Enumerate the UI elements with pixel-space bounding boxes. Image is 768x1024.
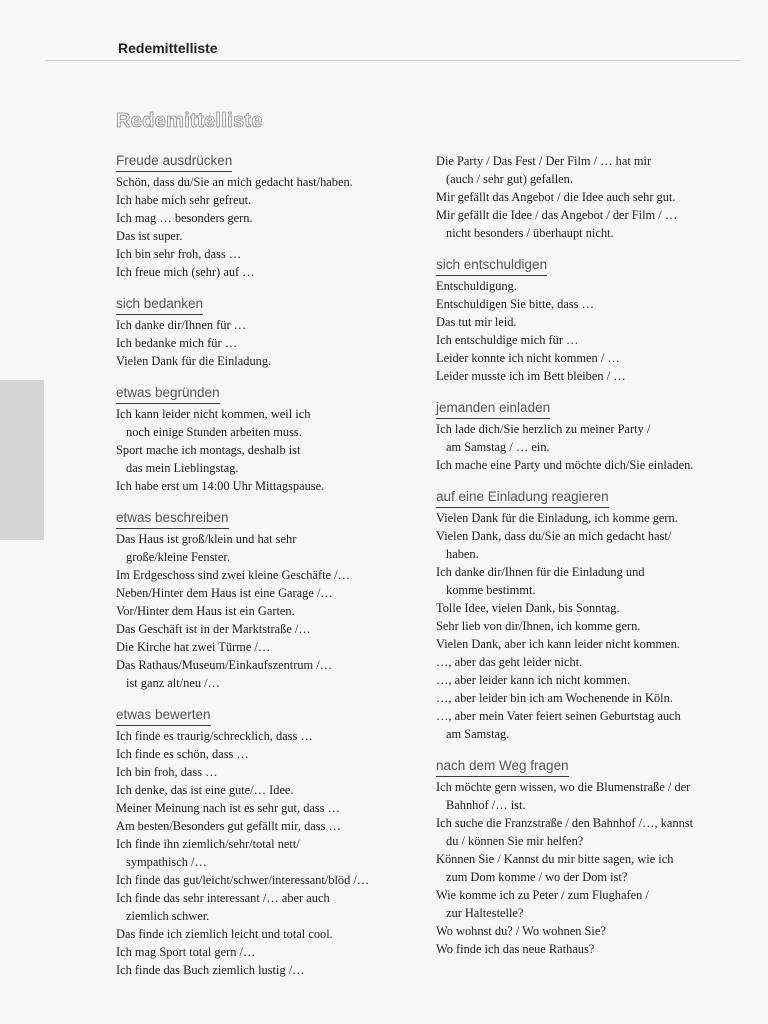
section-heading: nach dem Weg fragen [436,758,569,777]
phrase-section [436,757,746,958]
phrase-line: Ich bin sehr froh, dass … [116,247,242,261]
phrase-line: Vor/Hinter dem Haus ist ein Garten. [116,604,295,618]
section-heading: etwas beschreiben [116,510,229,529]
phrase-line: Meiner Meinung nach ist es sehr gut, dass … [116,801,341,815]
running-header: Redemittelliste [118,40,218,56]
phrase-line: das mein Lieblingstag. [126,461,239,475]
phrase-section [436,488,746,743]
phrase-line: haben. [446,547,479,561]
phrase-section [436,399,746,474]
phrase-line: Ich finde es traurig/schrecklich, dass … [116,729,313,743]
phrase-line: große/kleine Fenster. [126,550,230,564]
section-heading: etwas bewerten [116,707,211,726]
phrase-line: am Samstag / … ein. [446,440,550,454]
phrase-line: Entschuldigung. [436,279,517,293]
phrase-line: Können Sie / Kannst du mir bitte sagen, wie ich [436,852,674,866]
page-title: Redemittelliste [116,110,263,132]
phrase-line: …, aber mein Vater feiert seinen Geburtstag auch [436,709,681,723]
phrase-line: Ich finde es schön, dass … [116,747,249,761]
phrase-line: Ich kann leider nicht kommen, weil ich [116,407,311,421]
phrase-line: Das Rathaus/Museum/Einkaufszentrum /… [116,658,333,672]
phrase-line: Das tut mir leid. [436,315,517,329]
phrase-line: Ich finde das Buch ziemlich lustig /… [116,963,305,977]
phrase-line: Leider konnte ich nicht kommen / … [436,351,620,365]
phrase-line: Ich danke dir/Ihnen für die Einladung und [436,565,645,579]
phrase-line: komme bestimmt. [446,583,536,597]
left-column [116,152,426,993]
phrase-line: ziemlich schwer. [126,909,210,923]
phrase-line: …, aber das geht leider nicht. [436,655,583,669]
phrase-line: Die Kirche hat zwei Türme /… [116,640,271,654]
phrase-line: Vielen Dank für die Einladung. [116,354,272,368]
phrase-section [116,152,426,281]
phrase-section [436,256,746,385]
right-column [436,152,746,972]
phrase-line: nicht besonders / überhaupt nicht. [446,226,614,240]
phrase-section [116,509,426,692]
phrase-section [436,152,746,242]
phrase-line: Sport mache ich montags, deshalb ist [116,443,301,457]
phrase-line: Ich mache eine Party und möchte dich/Sie einladen. [436,458,694,472]
phrase-section [116,295,426,370]
phrase-line: Schön, dass du/Sie an mich gedacht hast/haben. [116,175,353,189]
phrase-line: Ich freue mich (sehr) auf … [116,265,255,279]
phrase-line: Vielen Dank für die Einladung, ich komme gern. [436,511,678,525]
phrase-line: Bahnhof /… ist. [446,798,526,812]
phrase-line: Ich habe mich sehr gefreut. [116,193,252,207]
phrase-line: Das finde ich ziemlich leicht und total cool. [116,927,333,941]
section-heading: sich entschuldigen [436,257,547,276]
phrase-line: Ich mag … besonders gern. [116,211,253,225]
header-rule [45,60,740,61]
phrase-line: Das ist super. [116,229,183,243]
phrase-line: …, aber leider kann ich nicht kommen. [436,673,631,687]
phrase-line: Vielen Dank, aber ich kann leider nicht kommen. [436,637,680,651]
section-heading: Freude ausdrücken [116,153,232,172]
phrase-line: Ich danke dir/Ihnen für … [116,318,247,332]
section-heading: auf eine Einladung reagieren [436,489,609,508]
phrase-line: Ich lade dich/Sie herzlich zu meiner Party / [436,422,651,436]
phrase-line: Leider musste ich im Bett bleiben / … [436,369,626,383]
phrase-line: Ich finde ihn ziemlich/sehr/total nett/ [116,837,300,851]
phrase-line: Ich finde das gut/leicht/schwer/interessant/blöd /… [116,873,370,887]
phrase-line: noch einige Stunden arbeiten muss. [126,425,302,439]
phrase-line: Ich finde das sehr interessant /… aber auch [116,891,330,905]
section-heading: sich bedanken [116,296,203,315]
phrase-section [116,384,426,495]
phrase-line: Wo wohnst du? / Wo wohnen Sie? [436,924,606,938]
phrase-line: du / können Sie mir helfen? [446,834,584,848]
phrase-line: Ich möchte gern wissen, wo die Blumenstraße / der [436,780,691,794]
phrase-line: Mir gefällt das Angebot / die Idee auch sehr gut. [436,190,676,204]
phrase-line: Ich habe erst um 14:00 Uhr Mittagspause. [116,479,325,493]
phrase-line: Im Erdgeschoss sind zwei kleine Geschäfte /… [116,568,350,582]
phrase-line: …, aber leider bin ich am Wochenende in Köln. [436,691,673,705]
section-heading: etwas begründen [116,385,220,404]
phrase-line: Das Haus ist groß/klein und hat sehr [116,532,297,546]
phrase-line: ist ganz alt/neu /… [126,676,220,690]
phrase-line: Das Geschäft ist in der Marktstraße /… [116,622,311,636]
scan-margin-shadow [0,380,44,540]
phrase-line: Ich mag Sport total gern /… [116,945,256,959]
phrase-line: Am besten/Besonders gut gefällt mir, dass … [116,819,341,833]
phrase-line: Wo finde ich das neue Rathaus? [436,942,595,956]
phrase-line: sympathisch /… [126,855,207,869]
phrase-line: Sehr lieb von dir/Ihnen, ich komme gern. [436,619,641,633]
phrase-line: am Samstag. [446,727,510,741]
phrase-line: Vielen Dank, dass du/Sie an mich gedacht hast/ [436,529,672,543]
phrase-line: Mir gefällt die Idee / das Angebot / der Film / … [436,208,678,222]
phrase-line: Wie komme ich zu Peter / zum Flughafen / [436,888,649,902]
phrase-line: Ich suche die Franzstraße / den Bahnhof /…, kannst [436,816,694,830]
phrase-line: zur Haltestelle? [446,906,524,920]
phrase-line: (auch / sehr gut) gefallen. [446,172,573,186]
phrase-line: Entschuldigen Sie bitte, dass … [436,297,594,311]
phrase-line: Ich denke, das ist eine gute/… Idee. [116,783,294,797]
section-heading: jemanden einladen [436,400,550,419]
phrase-line: Tolle Idee, vielen Dank, bis Sonntag. [436,601,620,615]
phrase-section [116,706,426,979]
phrase-line: Ich bin froh, dass … [116,765,218,779]
phrase-line: Ich entschuldige mich für … [436,333,579,347]
phrase-line: Ich bedanke mich für … [116,336,238,350]
phrase-line: Neben/Hinter dem Haus ist eine Garage /… [116,586,333,600]
phrase-line: Die Party / Das Fest / Der Film / … hat mir [436,154,652,168]
phrase-line: zum Dom komme / wo der Dom ist? [446,870,628,884]
